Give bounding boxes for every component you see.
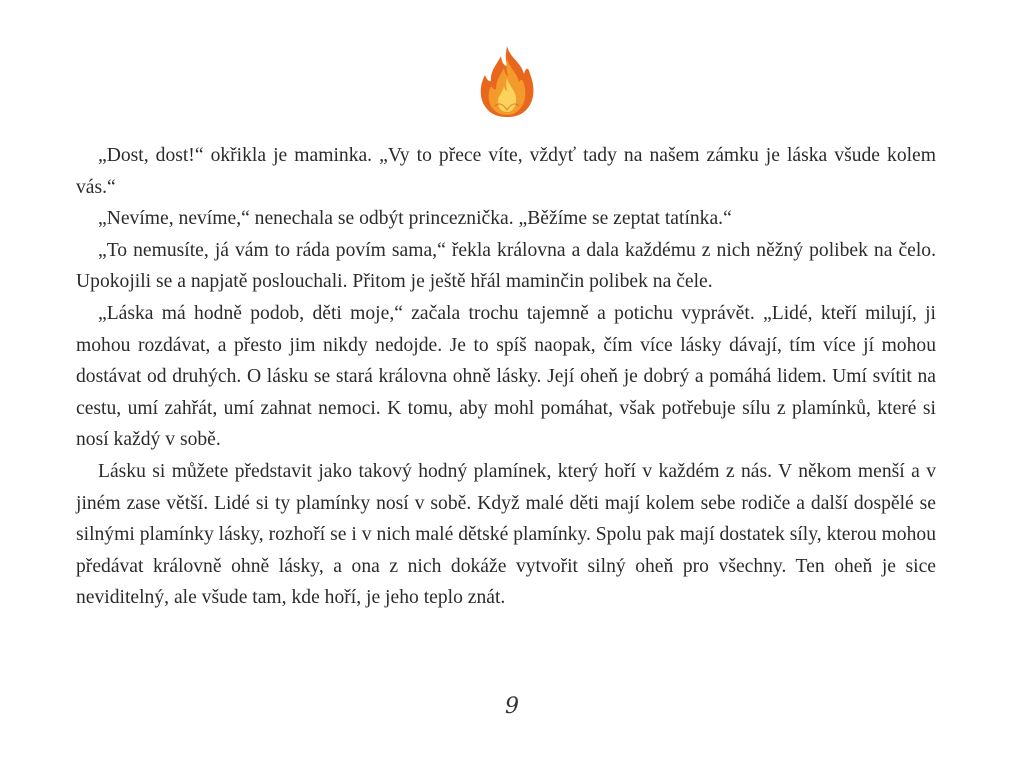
paragraph-3: „To nemusíte, já vám to ráda povím sama,“ řekla královna a dala každému z nich něžný polibek na čelo. Upokojili se a napjatě poslouchali. Přitom je ještě hřál maminčin polibek na čele. [76, 239, 936, 293]
paragraph-2: „Nevíme, nevíme,“ nenechala se odbýt princeznička. „Běžíme se zeptat tatínka.“ [98, 208, 732, 230]
flame-icon [477, 44, 537, 118]
story-text [76, 140, 936, 614]
paragraph-4: „Láska má hodně podob, děti moje,“ začala trochu tajemně a potichu vyprávět. „Lidé, kteří milují, ji mohou rozdávat, a přesto jim nikdy nedojde. Je to spíš naopak, čím více lásky dávají, tím více jí mohou dostávat od druhých. O lásku se stará královna ohně lásky. Její oheň je dobrý a pomáhá lidem. Umí svítit na cestu, umí zahřát, umí zahnat nemoci. K tomu, aby mohl pomáhat, však potřebuje sílu z plamínků, které si nosí každý v sobě. [76, 302, 936, 451]
paragraph-5: Lásku si můžete představit jako takový hodný plamínek, který hoří v každém z nás. V někom menší a v jiném zase větší. Lidé si ty plamínky nosí v sobě. Když malé děti mají kolem sebe rodiče a další dospělé se silnými plamínky lásky, rozhoří se i v nich malé dětské plamínky. Spolu pak mají dostatek síly, kterou mohou předávat královně ohně lásky, a ona z nich dokáže vytvořit silný oheň pro všechny. Ten oheň je sice neviditelný, ale všude tam, kde hoří, je jeho teplo znát. [76, 460, 936, 609]
paragraph-1: „Dost, dost!“ okřikla je maminka. „Vy to přece víte, vždyť tady na našem zámku je láska všude kolem vás.“ [76, 145, 936, 198]
page-number: 9 [505, 694, 519, 719]
